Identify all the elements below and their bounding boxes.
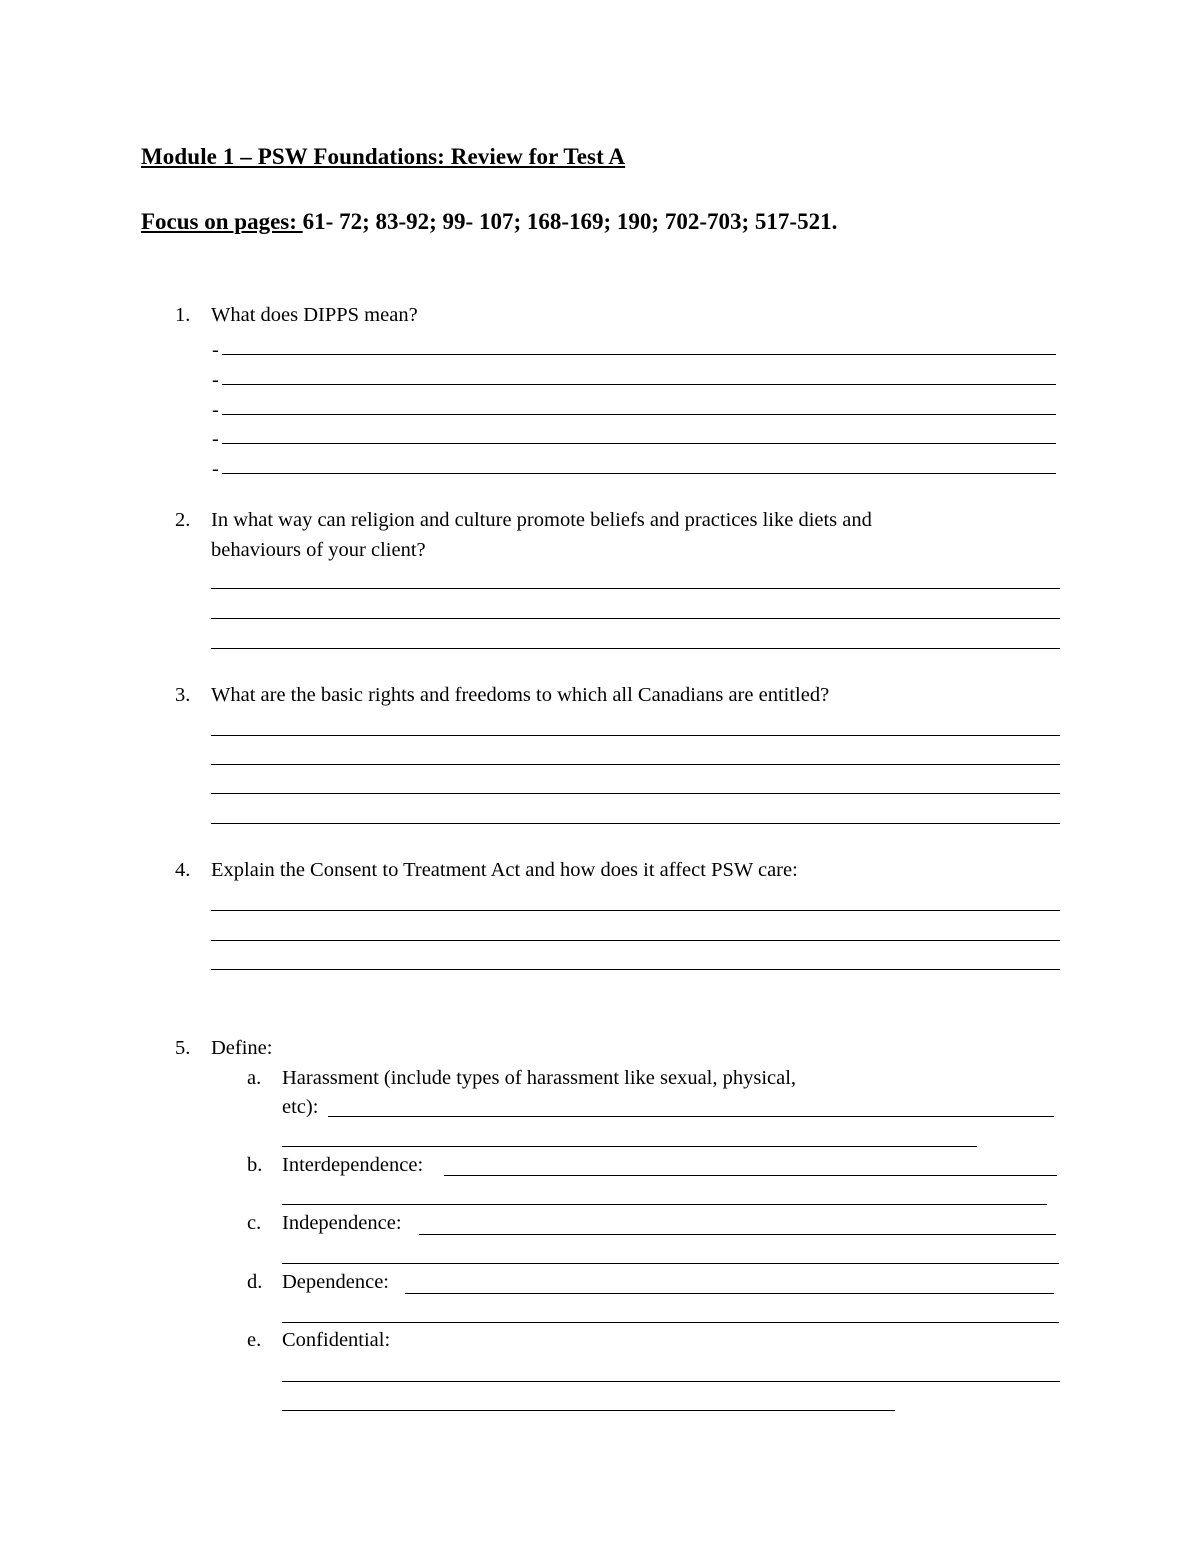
question-2-answer-line-1[interactable] <box>211 588 1060 589</box>
focus-pages-list: 61- 72; 83-92; 99- 107; 168-169; 190; 702-703; 517-521. <box>302 209 838 234</box>
question-3-answer-line-1[interactable] <box>211 735 1060 736</box>
dipps-answer-line-4[interactable] <box>222 443 1056 444</box>
question-2-number: 2. <box>175 509 191 531</box>
interdependence-answer-line-1[interactable] <box>444 1175 1057 1176</box>
dependence-answer-line-2[interactable] <box>282 1322 1059 1323</box>
define-confidential-label: Confidential: <box>282 1329 391 1351</box>
dipps-answer-line-2[interactable] <box>222 384 1056 385</box>
define-independence-label: Independence: <box>282 1212 402 1234</box>
focus-pages <box>141 209 837 235</box>
define-c-letter: c. <box>247 1212 262 1234</box>
question-2-text-line-2: behaviours of your client? <box>211 539 426 561</box>
question-3-answer-line-4[interactable] <box>211 823 1060 824</box>
confidential-answer-line-2[interactable] <box>282 1410 895 1411</box>
question-4-answer-line-2[interactable] <box>211 940 1060 941</box>
focus-label: Focus on pages: <box>141 209 303 234</box>
define-harassment-label-line-2: etc): <box>282 1096 319 1118</box>
define-d-letter: d. <box>247 1271 263 1293</box>
question-4-text: Explain the Consent to Treatment Act and how does it affect PSW care: <box>211 859 798 881</box>
independence-answer-line-2[interactable] <box>282 1263 1059 1264</box>
define-b-letter: b. <box>247 1154 263 1176</box>
question-4-answer-line-1[interactable] <box>211 910 1060 911</box>
dependence-answer-line-1[interactable] <box>405 1293 1054 1294</box>
define-e-letter: e. <box>247 1329 262 1351</box>
question-1-text: What does DIPPS mean? <box>211 304 418 326</box>
question-3-answer-line-2[interactable] <box>211 764 1060 765</box>
question-2-answer-line-2[interactable] <box>211 618 1060 619</box>
dipps-answer-line-1[interactable] <box>222 354 1056 355</box>
dipps-answer-line-5[interactable] <box>222 473 1056 474</box>
question-4-answer-line-3[interactable] <box>211 969 1060 970</box>
harassment-answer-line-2[interactable] <box>282 1146 977 1147</box>
question-1-number: 1. <box>175 304 191 326</box>
define-interdependence-label: Interdependence: <box>282 1154 424 1176</box>
dipps-dash-3: - <box>212 399 219 421</box>
harassment-answer-line-1[interactable] <box>328 1116 1054 1117</box>
question-5-number: 5. <box>175 1037 191 1059</box>
define-a-letter: a. <box>247 1067 262 1089</box>
question-3-number: 3. <box>175 684 191 706</box>
dipps-dash-1: - <box>212 339 219 361</box>
dipps-dash-5: - <box>212 458 219 480</box>
confidential-answer-line-1[interactable] <box>282 1381 1060 1382</box>
question-3-answer-line-3[interactable] <box>211 793 1060 794</box>
page-title: Module 1 – PSW Foundations: Review for Test A <box>141 144 626 169</box>
question-2-answer-line-3[interactable] <box>211 648 1060 649</box>
dipps-answer-line-3[interactable] <box>222 414 1056 415</box>
question-5-text: Define: <box>211 1037 273 1059</box>
question-2-text-line-1: In what way can religion and culture promote beliefs and practices like diets and <box>211 509 872 531</box>
define-harassment-label-line-1: Harassment (include types of harassment like sexual, physical, <box>282 1067 797 1089</box>
interdependence-answer-line-2[interactable] <box>282 1204 1047 1205</box>
question-3-text: What are the basic rights and freedoms to which all Canadians are entitled? <box>211 684 830 706</box>
question-4-number: 4. <box>175 859 191 881</box>
define-dependence-label: Dependence: <box>282 1271 389 1293</box>
independence-answer-line-1[interactable] <box>419 1234 1056 1235</box>
dipps-dash-4: - <box>212 428 219 450</box>
dipps-dash-2: - <box>212 369 219 391</box>
